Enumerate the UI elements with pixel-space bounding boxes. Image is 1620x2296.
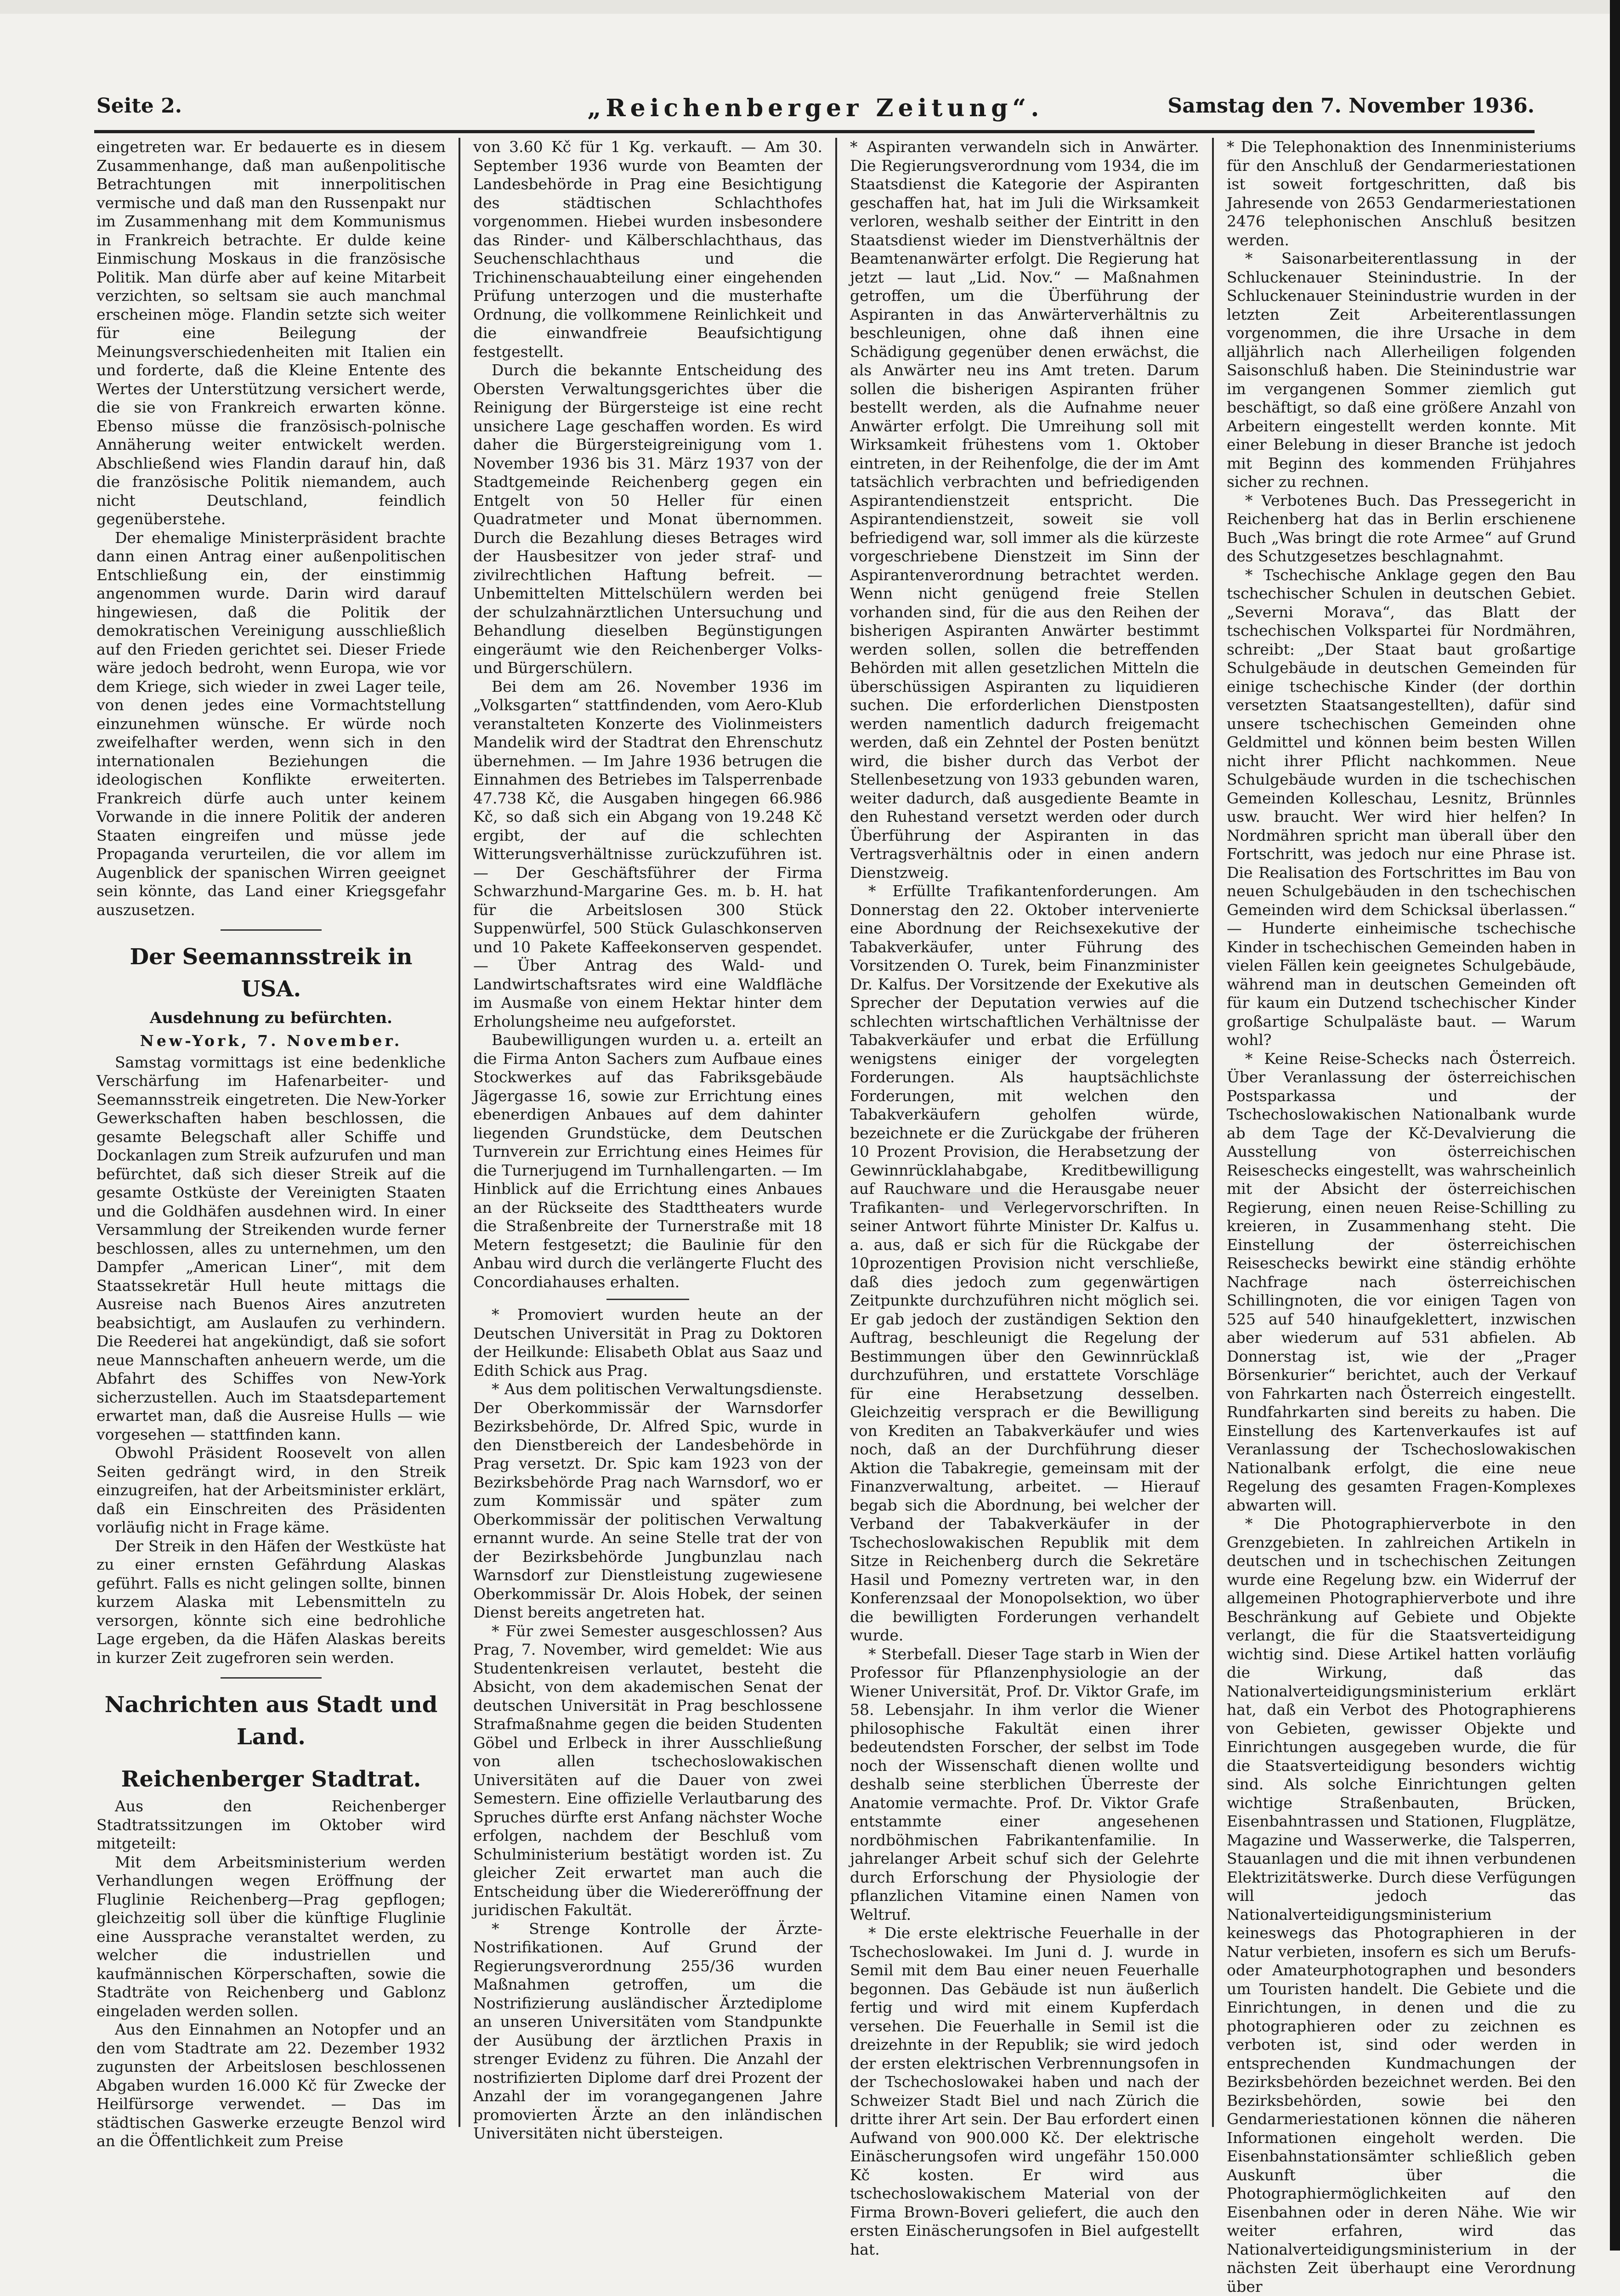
- news-item: * Verbotenes Buch. Das Pressegericht in Reichenberg hat das in Berlin erschienene Buch „Was bringt die rote Armee“ auf Grund des Schutzgesetzes beschlagnahmt.: [1227, 491, 1576, 565]
- news-item: * Die Telephonaktion des Innenministeriums für den Anschluß der Gendarmeriestationen ist soweit fortgeschritten, daß bis Jahresende von 2653 Gendarmeriestationen 2476 telephonischen Anschluß besitzen werden.: [1227, 138, 1576, 249]
- article-paragraph: Obwohl Präsident Roosevelt von allen Seiten gedrängt wird, in den Streik einzugreifen, hat der Arbeitsminister erklärt, daß ein Einschreiten des Präsidenten vorläufig nicht in Frage käme.: [96, 1444, 446, 1536]
- article-headline: Der Seemannsstreik in USA.: [130, 944, 413, 1002]
- page-edge: [0, 0, 1620, 14]
- column-separator: [835, 138, 837, 2127]
- article-paragraph: Durch die bekannte Entscheidung des Obersten Verwaltungsgerichtes über die Reinigung der Bürgersteige ist eine recht unsichere Lage geschaffen worden. Es wird daher die Bürgersteigreinigung vom 1. November 1936 bis 31. März 1937 von der Stadtgemeinde Reichenberg gegen ein Entgelt von 50 Heller für einen Quadratmeter und Monat übernommen. Durch die Bezahlung dieses Betrages wird der Hausbesitzer von jeder straf- und zivilrechtlichen Haftung befreit. — Unbemittelten Mittelschülern werden bei der schulzahnärztlichen Untersuchung und Behandlung dieselben Begünstigungen eingeräumt wie den Reichenberger Volks- und Bürgerschülern.: [473, 361, 822, 677]
- article-paragraph: von 3.60 Kč für 1 Kg. verkauft. — Am 30. September 1936 wurde von Beamten der Landesbehörde in Prag eine Besichtigung des städtischen Schlachthofes vorgenommen. Hiebei wurden insbesondere das Rinder- und Kälberschlachthaus, das Seuchenschlachthaus und die Trichinenschauabteilung einer eingehenden Prüfung unterzogen und die musterhafte Ordnung, die vollkommene Reinlichkeit und die einwandfreie Beaufsichtigung festgestellt.: [473, 138, 822, 361]
- article-paragraph: Samstag vormittags ist eine bedenkliche Verschärfung im Hafenarbeiter- und Seemannsstreik eingetreten. Die New-Yorker Gewerkschaften haben beschlossen, die gesamte Belegschaft aller Schiffe und Dockanlagen zum Streik aufzurufen und man befürchtet, daß sich dieser Streik auf die gesamte Ostküste der Vereinigten Staaten und die Goldhäfen ausdehnen wird. In einer Versammlung der Streikenden wurde ferner beschlossen, alles zu unternehmen, um den Dampfer „American Liner“, mit dem Staatssekretär Hull heute mittags die Ausreise nach Buenos Aires anzutreten beabsichtigt, am Auslaufen zu verhindern. Die Reederei hat angekündigt, daß sie sofort neue Mannschaften anheuern werde, um die Abfahrt des Schiffes von New-York sicherzustellen. Auch im Staatsdepartement erwartet man, daß die Ausreise Hulls — wie vorgesehen — stattfinden kann.: [96, 1053, 446, 1443]
- column-3: [850, 138, 1199, 2258]
- article-paragraph: eingetreten war. Er bedauerte es in diesem Zusammenhange, daß man außenpolitische Betrachtungen mit innerpolitischen vermische und daß man den Russenpakt nur im Zusammenhang mit dem Kommunismus in Frankreich betrachte. Er dulde keine Einmischung Moskaus in die französische Politik. Man dürfe aber auf keine Mitarbeit verzichten, so seltsam sie auch manchmal erscheinen möge. Flandin setzte sich weiter für eine Beilegung der Meinungsverschiedenheiten mit Italien ein und forderte, daß die Kleine Entente des Wertes der Unterstützung versichert werde, die sie von Frankreich erwarten könne. Ebenso müsse die französisch-polnische Annäherung weiter entwickelt werden. Abschließend wies Flandin darauf hin, daß die französische Politik niemandem, auch nicht Deutschland, feindlich gegenüberstehe.: [96, 138, 446, 528]
- column-2: [473, 138, 822, 2142]
- news-item: * Erfüllte Trafikantenforderungen. Am Donnerstag den 22. Oktober intervenierte eine Abordnung der Reichsexekutive der Tabakverkäufer, unter Führung des Vorsitzenden O. Turek, beim Finanzminister Dr. Kalfus. Der Vorsitzende der Exekutive als Sprecher der Deputation verwies auf die schlechten wirtschaftlichen Verhältnisse der Tabakverkäufer und erbat die Erfüllung wenigstens einiger der vorgelegten Forderungen. Als hauptsächlichste Forderungen, mit welchen den Tabakverkäufern geholfen würde, bezeichnete er die Zurückgabe der früheren 10 Prozent Provision, die Herabsetzung der Gewinnrücklahabgabe, Kreditbewilligung auf Rauchware und die Herausgabe neuer Trafikanten- und Verlegervorschriften. In seiner Antwort führte Minister Dr. Kalfus u. a. aus, daß er sich für die Rückgabe der 10prozentigen Provision nicht verschließe, daß dies jedoch zum gegenwärtigen Zeitpunkte durchzuführen nicht möglich sei. Er gab jedoch der zuständigen Sektion den Auftrag, beschleunigt die Regelung der Bestimmungen über den Gewinnrücklaß durchzuführen, und erstattete Vorschläge für eine Herabsetzung desselben. Gleichzeitig versprach er die Bewilligung von Krediten an Tabakverkäufer und wies noch, daß an der Durchführung dieser Aktion die Tabakregie, gemeinsam mit der Finanzverwaltung, arbeitet. — Hierauf begab sich die Abordnung, bei welcher der Verband der Tabakverkäufer in der Tschechoslowakischen Republik mit dem Sitze in Reichenberg durch die Sekretäre Hasil und Pomezny vertreten war, in den Konferenzsaal der Monopolsektion, wo über die bewilligten Forderungen verhandelt wurde.: [850, 882, 1199, 1644]
- news-item: * Die erste elektrische Feuerhalle in der Tschechoslowakei. Im Juni d. J. wurde in Semil mit dem Bau einer neuen Feuerhalle begonnen. Das Gebäude ist nun äußerlich fertig und wird mit einem Kupferdach versehen. Die Feuerhalle in Semil ist die dreizehnte in der Republik; sie wird jedoch der ersten elektrischen Verbrennungsofen in der Tschechoslowakei haben und nach der Schweizer Stadt Biel und nach Zürich die dritte ihrer Art sein. Der Bau erfordert einen Aufwand von 900.000 Kč. Der elektrische Einäscherungsofen wird ungefähr 150.000 Kč kosten. Er wird aus tschechoslowakischem Material von der Firma Brown-Boveri geliefert, die auch den ersten Einäscherungsofen in Biel aufgestellt hat.: [850, 1924, 1199, 2258]
- news-item: * Tschechische Anklage gegen den Bau tschechischer Schulen in deutschen Gebiet. „Severni Morava“, das Blatt der tschechischen Volkspartei für Nordmähren, schreibt: „Der Staat baut großartige Schulgebäude in deutschen Gemeinden für einige tschechische Kinder (der dorthin versetzten Staatsangestellten), dafür sind unsere tschechischen Gemeinden ohne Geldmittel und können beim besten Willen nicht ihrer Pflicht nachkommen. Neue Schulgebäude wurden in die tschechischen Gemeinden Kolleschau, Lesnitz, Brünnles usw. braucht. Wer wird hier helfen? In Nordmähren spricht man überall über den Fortschritt, was jedoch nur eine Phrase ist. Die Realisation des Fortschrittes im Bau von neuen Schulgebäuden in den tschechischen Gemeinden wird dem Schicksal überlassen.“ — Hunderte einheimische tschechische Kinder in tschechischen Gemeinden haben in vielen Fällen kein geeignetes Schulgebäude, während man in deutschen Gemeinden oft für kaum ein Dutzend tschechischer Kinder großartige Schulpaläste baut. — Warum wohl?: [1227, 566, 1576, 1049]
- news-item: * Strenge Kontrolle der Ärzte-Nostrifikationen. Auf Grund der Regierungsverordnung 255/36 wurden Maßnahmen getroffen, um die Nostrifizierung ausländischer Ärztediplome an unseren Universitäten vom Standpunkte der Ausübung der ärztlichen Praxis in strenger Evidenz zu führen. Die Anzahl der nostrifizierten Diplome darf drei Prozent der Anzahl der im vorangegangenen Jahre promovierten Ärzte an den inländischen Universitäten nicht übersteigen.: [473, 1919, 822, 2142]
- newspaper-title: „Reichenberger Zeitung“.: [587, 94, 1044, 122]
- section-headline: Nachrichten aus Stadt und Land.: [104, 1692, 438, 1750]
- section-subheadline: Reichenberger Stadtrat.: [121, 1766, 421, 1792]
- dateline: New-York, 7. November.: [140, 1032, 402, 1050]
- article-paragraph: Baubewilligungen wurden u. a. erteilt an die Firma Anton Sachers zum Aufbaue eines Stockwerkes auf das Fabriksgebäude Jägergasse 16, sowie zur Errichtung eines ebenerdigen Anbaues auf dem dahinter liegenden Grundstücke, dem Deutschen Turnverein zur Errichtung eines Heimes für die Turnerjugend im Turnhallengarten. — Im Hinblick auf die Errichtung eines Anbaues an der Rückseite des Stadttheaters wurde die Straßenbreite der Turnerstraße mit 18 Metern festgesetzt; die Baulinie für den Anbau wird durch die verlängerte Flucht des Concordiahauses erhalten.: [473, 1031, 822, 1291]
- article-paragraph: Bei dem am 26. November 1936 im „Volksgarten“ stattfindenden, vom Aero-Klub veranstalteten Konzerte des Violinmeisters Mandelik wird der Stadtrat den Ehrenschutz übernehmen. — Im Jahre 1936 betrugen die Einnahmen des Betriebes im Talsperrenbade 47.738 Kč, die Ausgaben hingegen 66.986 Kč, so daß sich ein Abgang von 19.248 Kč ergibt, der auf die schlechten Witterungsverhältnisse zurückzuführen ist. — Der Geschäftsführer der Firma Schwarzhund-Margarine Ges. m. b. H. hat für die Arbeitslosen 300 Stück Suppenwürfel, 500 Stück Gulaschkonserven und 10 Pakete Kaffeekonserven gespendet. — Über Antrag des Wald- und Landwirtschaftsrates wird eine Waldfläche im Ausmaße von einem Hektar hinter dem Erholungsheime neu aufgeforstet.: [473, 677, 822, 1030]
- header-rule: [94, 130, 1535, 133]
- news-item: * Die Photographierverbote in den Grenzgebieten. In zahlreichen Artikeln in deutschen und in tschechischen Zeitungen wurde eine Regelung bzw. ein Widerruf der allgemeinen Photographierverbote und ihre Beschränkung auf Gebiete und Objekte verlangt, die für die Staatsverteidigung wichtig sind. Diese Artikel hatten vorläufig die Wirkung, daß das Nationalverteidigungsministerium erklärt hat, daß ein Verbot des Photographierens von Gebieten, gewisser Objekte und Einrichtungen ausgegeben wurde, die für die Staatsverteidigung besonders wichtig sind. Als solche Einrichtungen gelten wichtige Straßenbauten, Brücken, Eisenbahntrassen und Stationen, Flugplätze, Magazine und Wasserwerke, die Talsperren, Stauanlagen und die mit ihnen verbundenen Elektrizitätswerke. Durch diese Verfügungen will jedoch das Nationalverteidigungsministerium keineswegs das Photographieren in der Natur verbieten, insofern es sich um Berufs- oder Amateurphotographen und besonders um Touristen handelt. Die Gebiete und die Einrichtungen, in denen und die zu photographieren oder zu zeichnen es verboten ist, sind oder werden in entsprechenden Kundmachungen der Bezirksbehörden bezeichnet werden. Bei den Bezirksbehörden, sowie bei den Gendarmeriestationen können die näheren Informationen eingeholt werden. Die Eisenbahnstationsämter schließlich geben Auskunft über die Photographiermöglichkeiten auf den Eisenbahnen oder in deren Nähe. Wie wir weiter erfahren, wird das Nationalverteidigungsministerium in der nächsten Zeit überhaupt eine Verordnung über: [1227, 1515, 1576, 2296]
- section-rule: [221, 1677, 322, 1679]
- article-paragraph: Aus den Einnahmen an Notopfer und an den vom Stadtrate am 22. Dezember 1932 zugunsten der Arbeitslosen beschlossenen Abgaben wurden 16.000 Kč für Zwecke der Heilfürsorge verwendet. — Das im städtischen Gaswerke erzeugte Benzol wird an die Öffentlichkeit zum Preise: [96, 2020, 446, 2150]
- column-1: [96, 138, 446, 2150]
- news-item: * Aus dem politischen Verwaltungsdienste. Der Oberkommissär der Warnsdorfer Bezirksbehörde, Dr. Alfred Spic, wurde in den Dienstbereich der Landesbehörde in Prag versetzt. Dr. Spic kam 1923 von der Bezirksbehörde Prag nach Warnsdorf, wo er zum Kommissär und später zum Oberkommissär der politischen Verwaltung ernannt wurde. An seine Stelle trat der von der Bezirksbehörde Jungbunzlau nach Warnsdorf zur Dienstleistung zugewiesene Oberkommissär Dr. Alois Hobek, der seinen Dienst bereits angetreten hat.: [473, 1380, 822, 1621]
- page-header: [96, 94, 1535, 126]
- article-paragraph: Der ehemalige Ministerpräsident brachte dann einen Antrag einer außenpolitischen Entschließung ein, der einstimmig angenommen wurde. Darin wird darauf hingewiesen, daß die Politik der demokratischen Vereinigung ausschließlich auf den Frieden gerichtet sei. Dieser Friede wäre jedoch bedroht, wenn Europa, wie vor dem Kriege, sich wieder in zwei Lager teile, von denen jedes eine Vormachtstellung einzunehmen wünsche. Er würde noch zweifelhafter werden, wenn sich in den internationalen Beziehungen die ideologischen Konflikte erweiterten. Frankreich dürfe auch unter keinem Vorwande in die innere Politik der anderen Staaten eingreifen und müsse jede Propaganda verurteilen, die vor allem im Augenblick der spanischen Wirren geeignet sein könnte, das Land einer Kriegsgefahr auszusetzen.: [96, 528, 446, 919]
- news-item: * Sterbefall. Dieser Tage starb in Wien der Professor für Pflanzenphysiologie an der Wiener Universität, Prof. Dr. Viktor Grafe, im 58. Lebensjahr. In ihm verlor die Wiener philosophische Fakultät einen ihrer bedeutendsten Forscher, der selbst im Tode noch der Wissenschaft dienen wollte und deshalb seine sterblichen Überreste der Anatomie vermachte. Prof. Dr. Viktor Grafe entstammte einer angesehenen nordböhmischen Fabrikantenfamilie. In jahrelanger Arbeit schuf sich der Gelehrte durch Erforschung der Physiologie der pflanzlichen Vitamine einen Namen von Weltruf.: [850, 1645, 1199, 1923]
- column-separator: [1212, 138, 1214, 2127]
- page-number: Seite 2.: [96, 94, 182, 118]
- news-item: * Saisonarbeiterentlassung in der Schluckenauer Steinindustrie. In der Schluckenauer Steinindustrie wurden in der letzten Zeit Arbeiterentlassungen vorgenommen, die ihre Ursache in dem alljährlich nach Allerheiligen folgenden Saisonschluß haben. Die Steinindustrie war im vergangenen Sommer ziemlich gut beschäftigt, so daß eine größere Anzahl von Arbeitern eingestellt werden konnte. Mit einer Belebung in dieser Branche ist jedoch mit Beginn des kommenden Frühjahres sicher zu rechnen.: [1227, 249, 1576, 491]
- news-item: * Für zwei Semester ausgeschlossen? Aus Prag, 7. November, wird gemeldet: Wie aus Studentenkreisen verlautet, besteht die Absicht, von dem akademischen Senat der deutschen Universität in Prag beschlossene Strafmaßnahme gegen die beiden Studenten Göbel und Erlbeck in ihrer Ausschließung von allen tschechoslowakischen Universitäten auf die Dauer von zwei Semestern. Eine offizielle Verlautbarung des Spruches dürfte erst Anfang nächster Woche erfolgen, nachdem der Beschluß vom Schulministerium bestätigt worden ist. Zu gleicher Zeit erwartet man auch die Entscheidung über die Wiedereröffnung der juridischen Fakultät.: [473, 1622, 822, 1919]
- scan-border: [1610, 0, 1620, 2251]
- news-item: * Keine Reise-Schecks nach Österreich. Über Veranlassung der österreichischen Postsparkassa und der Tschechoslowakischen Nationalbank wurde ab dem Tage der Kč-Devalvierung die Ausstellung von österreichischen Reiseschecks eingestellt, was wahrscheinlich mit der Absicht der österreichischen Regierung, einen neuen Reise-Schilling zu kreieren, in Zusammenhang steht. Die Einstellung der österreichischen Reiseschecks bewirkt eine ständig erhöhte Nachfrage nach österreichischen Schillingnoten, die vor einigen Tagen von 525 auf 540 hinaufgeklettert, inzwischen aber wiederum auf 531 abfielen. Ab Donnerstag ist, wie der „Prager Börsenkurier“ berichtet, auch der Verkauf von Fahrkarten nach Österreich eingestellt. Rundfahrkarten sind bereits zu haben. Die Einstellung des Kartenverkaufes ist auf Veranlassung der Tschechoslowakischen Nationalbank erfolgt, die eine neue Regelung des gesamten Fragen-Komplexes abwarten will.: [1227, 1049, 1576, 1514]
- section-rule: [606, 1299, 689, 1300]
- article-paragraph: Der Streik in den Häfen der Westküste hat zu einer ernsten Gefährdung Alaskas geführt. Falls es nicht gelingen sollte, binnen kurzem Alaska mit Lebensmitteln zu versorgen, könnte sich eine bedrohliche Lage ergeben, da die Häfen Alaskas bereits in kurzer Zeit zugefroren sein werden.: [96, 1537, 446, 1667]
- article-paragraph: Mit dem Arbeitsministerium werden Verhandlungen wegen Eröffnung der Fluglinie Reichenberg—Prag gepflogen; gleichzeitig soll über die künftige Fluglinie eine Aussprache veranstaltet werden, zu welcher die industriellen und kaufmännischen Körperschaften, sowie die Stadträte von Reichenberg und Gablonz eingeladen werden sollen.: [96, 1853, 446, 2020]
- article-paragraph: Aus den Reichenberger Stadtratssitzungen im Oktober wird mitgeteilt:: [96, 1797, 446, 1852]
- news-item: * Promoviert wurden heute an der Deutschen Universität in Prag zu Doktoren der Heilkunde: Elisabeth Oblat aus Saaz und Edith Schick aus Prag.: [473, 1306, 822, 1380]
- article-subheadline: Ausdehnung zu befürchten.: [150, 1009, 392, 1027]
- column-separator: [459, 138, 460, 2127]
- column-4: [1227, 138, 1576, 2296]
- news-item: * Aspiranten verwandeln sich in Anwärter. Die Regierungsverordnung vom 1934, die im Staatsdienst die Kategorie der Aspiranten geschaffen hat, hat im Juli die Wirksamkeit verloren, weshalb seither der Eintritt in den Staatsdienst wieder im Dienstverhältnis der Beamtenanwärter erfolgt. Die Regierung hat jetzt — laut „Lid. Nov.“ — Maßnahmen getroffen, um die Überführung der Aspiranten in das Anwärterverhältnis zu beschleunigen, ohne daß ihnen eine Schädigung gegenüber denen erwächst, die als Anwärter neu ins Amt treten. Darum sollen die bisherigen Aspiranten früher bestellt werden, als die Aufnahme neuer Anwärter erfolgt. Die Umreihung soll mit Wirksamkeit frühestens vom 1. Oktober eintreten, in der Reihenfolge, die der im Amt tatsächlich verbrachten und befriedigenden Aspirantendienstzeit entspricht. Die Aspirantendienstzeit, soweit sie voll befriedigend war, soll immer als die kürzeste vorgeschriebene Dienstzeit im Sinn der Aspirantenverordnung betrachtet werden. Wenn nicht genügend freie Stellen vorhanden sind, für die aus den Reihen der bisherigen Aspiranten Anwärter bestimmt werden sollen, sollen die betreffenden Behörden mit allen gesetzlichen Mitteln die überschüssigen Aspiranten zu liquidieren suchen. Die erforderlichen Dienstposten werden namentlich dadurch freigemacht werden, daß ein Zehntel der Posten benützt wird, die bisher durch das Verbot der Stellenbesetzung von 1933 gebunden waren, weiter dadurch, daß ausgediente Beamte in den Ruhestand versetzt werden oder durch Überführung der Aspiranten in das Vertragsverhältnis oder in einen andern Dienstzweig.: [850, 138, 1199, 882]
- issue-date: Samstag den 7. November 1936.: [1167, 94, 1535, 118]
- ink-smudge: [912, 1192, 1022, 1210]
- section-rule: [221, 929, 322, 931]
